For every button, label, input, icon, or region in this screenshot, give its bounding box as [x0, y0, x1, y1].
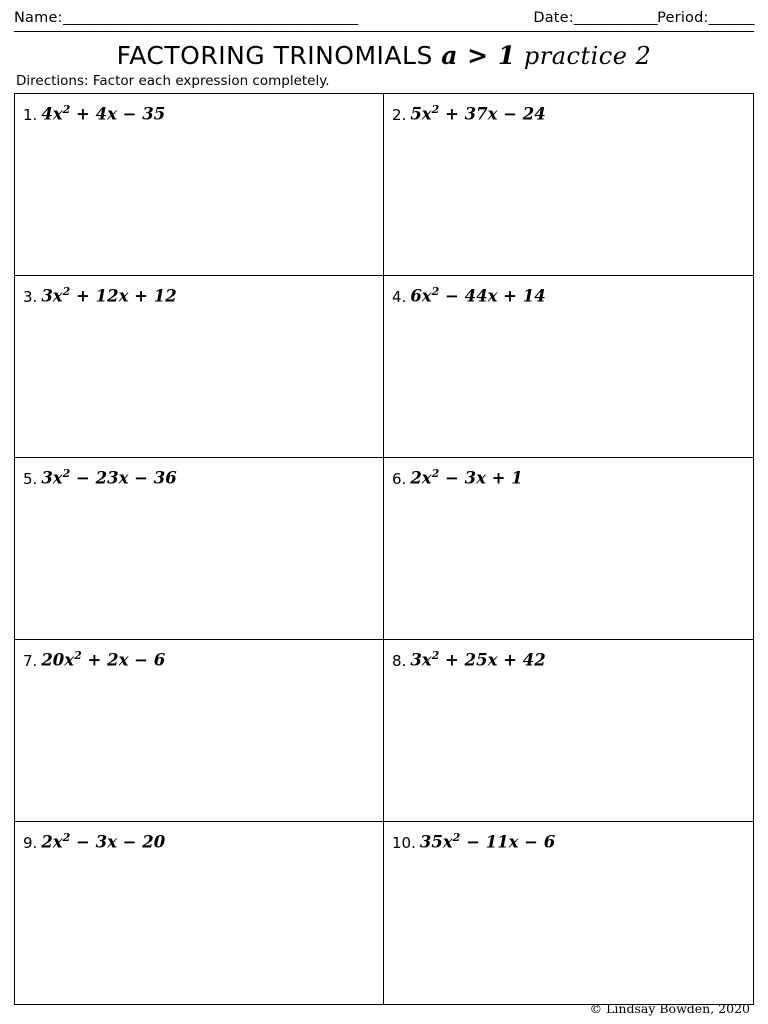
problem-cell-1[interactable] — [15, 94, 384, 276]
problem-cell-6[interactable] — [384, 458, 753, 640]
title-main: FACTORING TRINOMIALS — [116, 41, 442, 70]
problem-expression: $3x^2 + 12x + 12$ — [41, 285, 177, 306]
problem-cell-9[interactable] — [15, 822, 384, 1004]
problem-number: 10. — [392, 833, 416, 852]
problem-expression: $2x^2 - 3x + 1$ — [410, 467, 523, 488]
problem-expression: $4x^2 + 4x - 35$ — [41, 103, 166, 124]
title-condition: a > 1 — [441, 41, 516, 70]
problem-expression: $3x^2 - 23x - 36$ — [41, 467, 177, 488]
problem-cell-10[interactable] — [384, 822, 753, 1004]
problem-cell-2[interactable] — [384, 94, 753, 276]
problem-number: 4. — [392, 287, 407, 306]
name-blank[interactable]: _______________________________________ — [62, 10, 358, 26]
student-info-line — [14, 0, 754, 26]
problem-number: 6. — [392, 469, 407, 488]
problem-number: 3. — [23, 287, 38, 306]
problem-expression: $35x^2 - 11x - 6$ — [419, 831, 556, 852]
problem-expression: $6x^2 - 44x + 14$ — [410, 285, 546, 306]
period-label: Period: — [657, 10, 709, 26]
copyright-footer: © Lindsay Bowden, 2020 — [589, 1001, 750, 1016]
problem-number: 2. — [392, 105, 407, 124]
problems-grid — [14, 93, 754, 1005]
title-script: practice 2 — [515, 42, 652, 70]
date-label: Date: — [533, 10, 574, 26]
problem-expression: $20x^2 + 2x - 6$ — [41, 649, 166, 670]
date-blank[interactable]: ___________ — [573, 10, 658, 26]
problem-expression: $3x^2 + 25x + 42$ — [410, 649, 546, 670]
header-divider — [14, 31, 754, 32]
problem-number: 8. — [392, 651, 407, 670]
problem-expression: $2x^2 - 3x - 20$ — [41, 831, 166, 852]
problem-cell-5[interactable] — [15, 458, 384, 640]
problem-cell-8[interactable] — [384, 640, 753, 822]
name-label: Name: — [14, 10, 63, 26]
problem-number: 5. — [23, 469, 38, 488]
problem-number: 9. — [23, 833, 38, 852]
problem-cell-3[interactable] — [15, 276, 384, 458]
problem-cell-7[interactable] — [15, 640, 384, 822]
problem-number: 7. — [23, 651, 38, 670]
page-title — [14, 41, 754, 71]
problem-expression: $5x^2 + 37x - 24$ — [410, 103, 546, 124]
period-blank[interactable]: ______ — [708, 10, 754, 26]
problem-cell-4[interactable] — [384, 276, 753, 458]
directions-text: Directions: Factor each expression completely. — [16, 73, 330, 89]
problem-number: 1. — [23, 105, 38, 124]
